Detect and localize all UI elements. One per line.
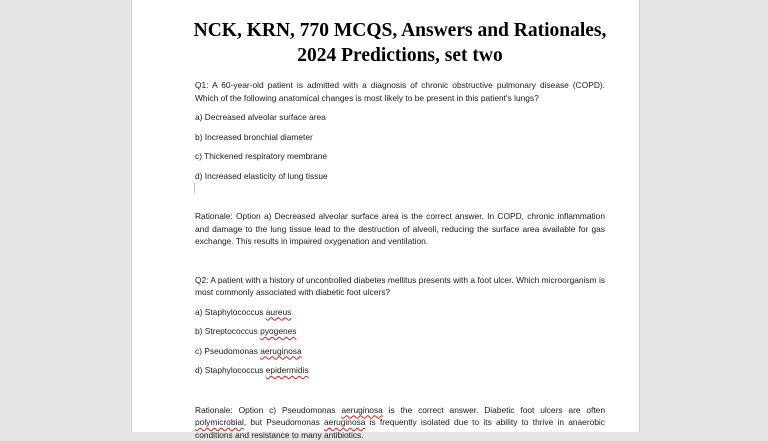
q2-rationale: Rationale: Option c) Pseudomonas aeruginosa is the correct answer. Diabetic foot ulcers are often polymicrobial, but Pseudomonas aeruginosa is frequently isolated due to its ability to thrive in anaerobic conditions and resistance to many antibiotics.	[195, 404, 605, 441]
q1-rationale: Rationale: Option a) Decreased alveolar surface area is the correct answer. In COPD, chronic inflammation and damage to the lung tissue lead to the destruction of alveoli, reducing the surface area available for gas exchange. This results in impaired oxygenation and ventilation.	[195, 210, 605, 248]
q2-option-b: b) Streptococcus pyogenes	[195, 325, 605, 338]
spelling-flag[interactable]: pyogenes	[260, 326, 296, 336]
spelling-flag[interactable]: epidermidis	[266, 365, 309, 375]
title-line-1: NCK, KRN, 770 MCQS, Answers and Rationales,	[190, 18, 610, 43]
document-page[interactable]	[131, 0, 640, 432]
q1-option-c: c) Thickened respiratory membrane	[195, 150, 605, 163]
spelling-flag[interactable]: aeruginosa	[260, 346, 301, 356]
q1-option-a: a) Decreased alveolar surface area	[195, 111, 605, 124]
q2-option-c: c) Pseudomonas aeruginosa	[195, 345, 605, 358]
document-title	[190, 18, 610, 68]
title-line-2: 2024 Predictions, set two	[190, 43, 610, 68]
q1-question: Q1: A 60-year-old patient is admitted with a diagnosis of chronic obstructive pulmonary disease (COPD). Which of the following anatomical changes is most likely to be present in this patient's lungs?	[195, 79, 605, 104]
q2-option-a: a) Staphylococcus aureus	[195, 306, 605, 319]
q2-option-d: d) Staphylococcus epidermidis	[195, 364, 605, 377]
q1-option-b: b) Increased bronchial diameter	[195, 131, 605, 144]
document-body[interactable]	[195, 0, 605, 441]
spelling-flag[interactable]: aeruginosa	[324, 417, 365, 427]
spelling-flag[interactable]: polymicrobial	[195, 417, 244, 427]
q2-question: Q2: A patient with a history of uncontrolled diabetes mellitus presents with a foot ulcer. Which microorganism is most commonly associated with diabetic foot ulcers?	[195, 274, 605, 299]
q1-option-d: d) Increased elasticity of lung tissue	[195, 170, 605, 183]
spelling-flag[interactable]: aureus	[266, 307, 292, 317]
spelling-flag[interactable]: aeruginosa	[341, 405, 382, 415]
